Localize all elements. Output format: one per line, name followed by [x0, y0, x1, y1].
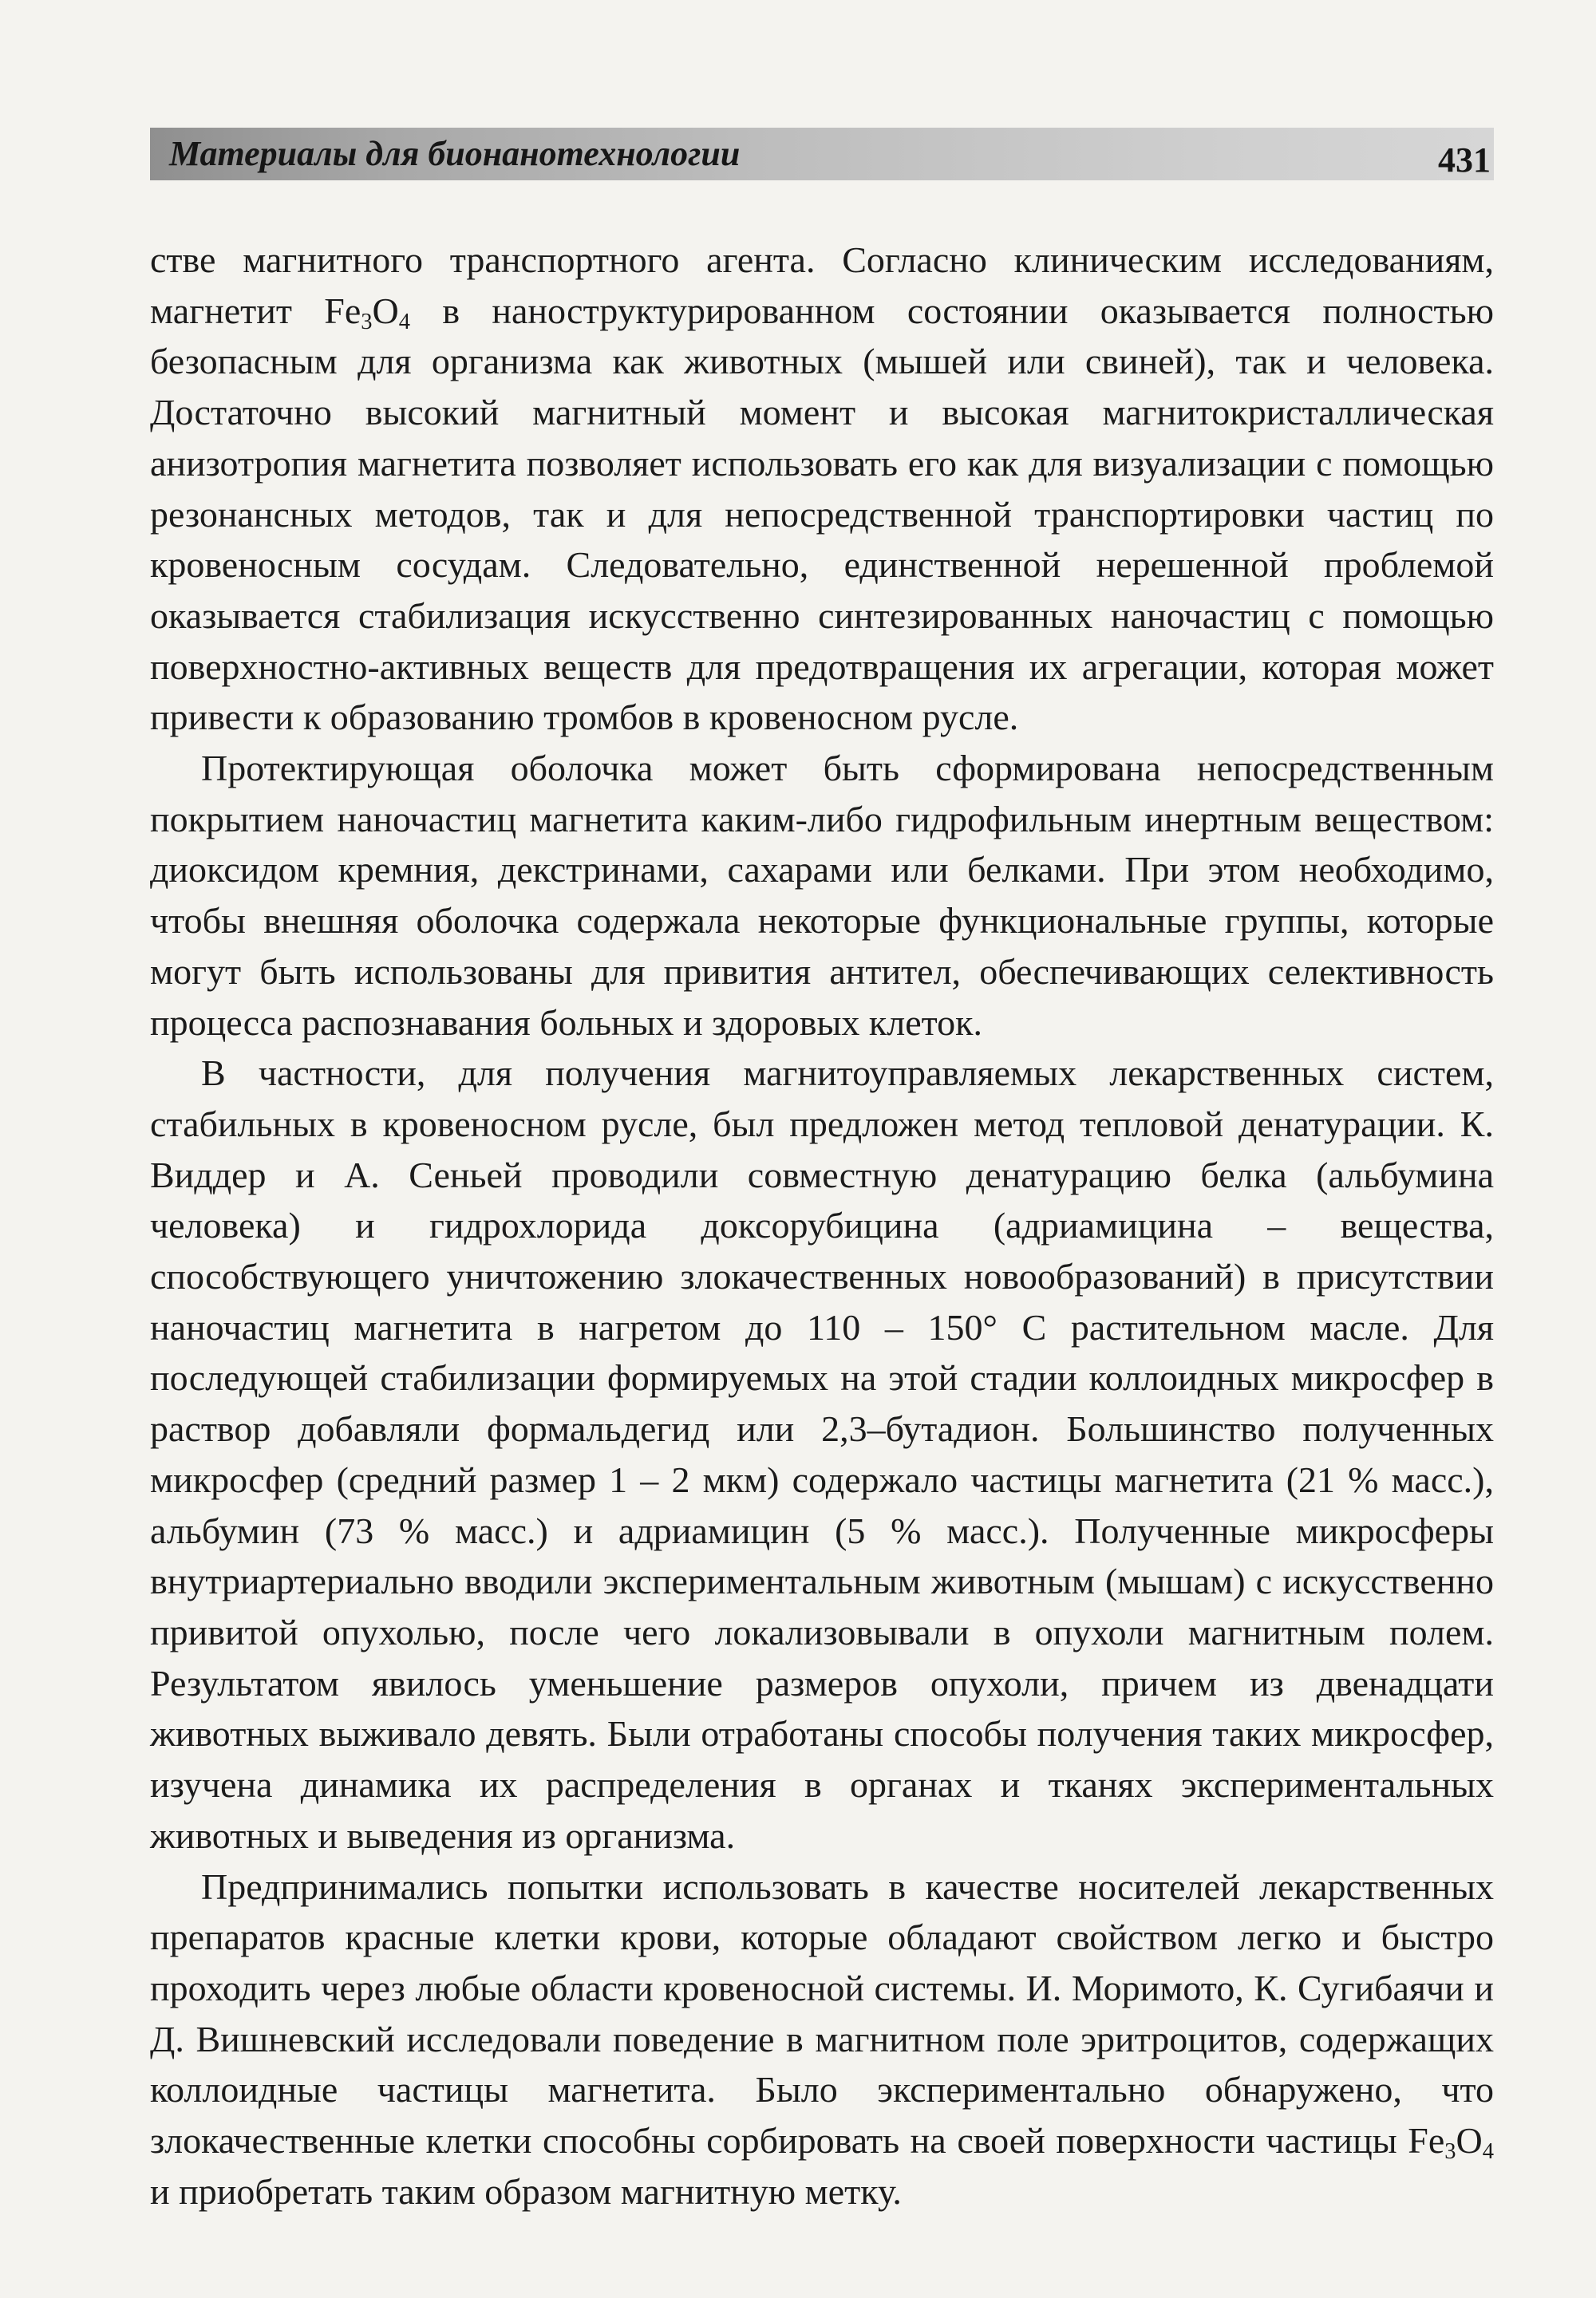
subscript: 4: [398, 309, 411, 334]
text-run: O: [372, 290, 399, 331]
subscript: 3: [1444, 2139, 1456, 2165]
paragraph: [150, 1862, 1494, 2217]
body-text: [150, 235, 1494, 2217]
paragraph: [150, 743, 1494, 1048]
running-title: Материалы для бионанотехнологии: [169, 134, 741, 173]
text-run: Протектирующая оболочка может быть сформирована непосредственным покрытием наночастиц магнетита каким-либо гидрофильным инертным веществом: диоксидом кремния, декстринами, сахарами или белками. При этом необходимо, чтобы внешняя оболочка содержала некоторые функциональные группы, которые могут быть использованы для привития антител, обеспечивающих селективность процесса распознавания больных и здоровых клеток.: [150, 748, 1494, 1043]
text-run: и приобретать таким образом магнитную метку.: [150, 2170, 902, 2212]
text-run: В частности, для получения магнитоуправляемых лекарственных систем, стабильных в кровеносном русле, был предложен метод тепловой денатурации. К. Виддер и А. Сеньей проводили совместную денатурацию белка (альбумина человека) и гидрохлорида доксорубицина (адриамицина – вещества, способствующего уничтожению злокачественных новообразований) в присутствии наночастиц магнетита в нагретом до 110 – 150° С растительном масле. Для последующей стабилизации формируемых на этой стадии коллоидных микросфер в раствор добавляли формальдегид или 2,3–бутадион. Большинство полученных микросфер (средний размер 1 – 2 мкм) содержало частицы магнетита (21 % масс.), альбумин (73 % масс.) и адриамицин (5 % масс.). Полученные микросферы внутриартериально вводили экспериментальным животным (мышам) с искусственно привитой опухолью, после чего локализовывали в опухоли магнитным полем. Результатом явилось уменьшение размеров опухоли, причем из двенадцати животных выживало девять. Были отработаны способы получения таких микросфер, изучена динамика их распределения в органах и тканях экспериментальных животных и выведения из организма.: [150, 1052, 1494, 1856]
text-run: Предпринимались попытки использовать в качестве носителей лекарственных препаратов красные клетки крови, которые обладают свойством легко и быстро проходить через любые области кровеносной системы. И. Моримото, К. Сугибаячи и Д. Вишневский исследовали поведение в магнитном поле эритроцитов, содержащих коллоидные частицы магнетита. Было экспериментально обнаружено, что злокачественные клетки способны сорбировать на своей поверхности частицы Fe: [150, 1866, 1494, 2162]
paragraph: [150, 1048, 1494, 1861]
text-run: стве магнитного транспортного агента. Согласно клиническим исследованиям, магнетит Fe: [150, 239, 1494, 331]
paragraph: [150, 235, 1494, 743]
text-run: O: [1456, 2120, 1483, 2162]
subscript: 3: [361, 309, 373, 334]
subscript: 4: [1482, 2139, 1494, 2165]
text-run: в наноструктурированном состоянии оказывается полностью безопасным для организма как животных (мышей или свиней), так и человека. Достаточно высокий магнитный момент и высокая магнитокристаллическая анизотропия магнетита позволяет использовать его как для визуализации с помощью резонансных методов, так и для непосредственной транспортировки частиц по кровеносным сосудам. Следовательно, единственной нерешенной проблемой оказывается стабилизация искусственно синтезированных наночастиц с помощью поверхностно-активных веществ для предотвращения их агрегации, которая может привести к образованию тромбов в кровеносном русле.: [150, 290, 1494, 738]
page-number: 431: [1438, 140, 1491, 180]
